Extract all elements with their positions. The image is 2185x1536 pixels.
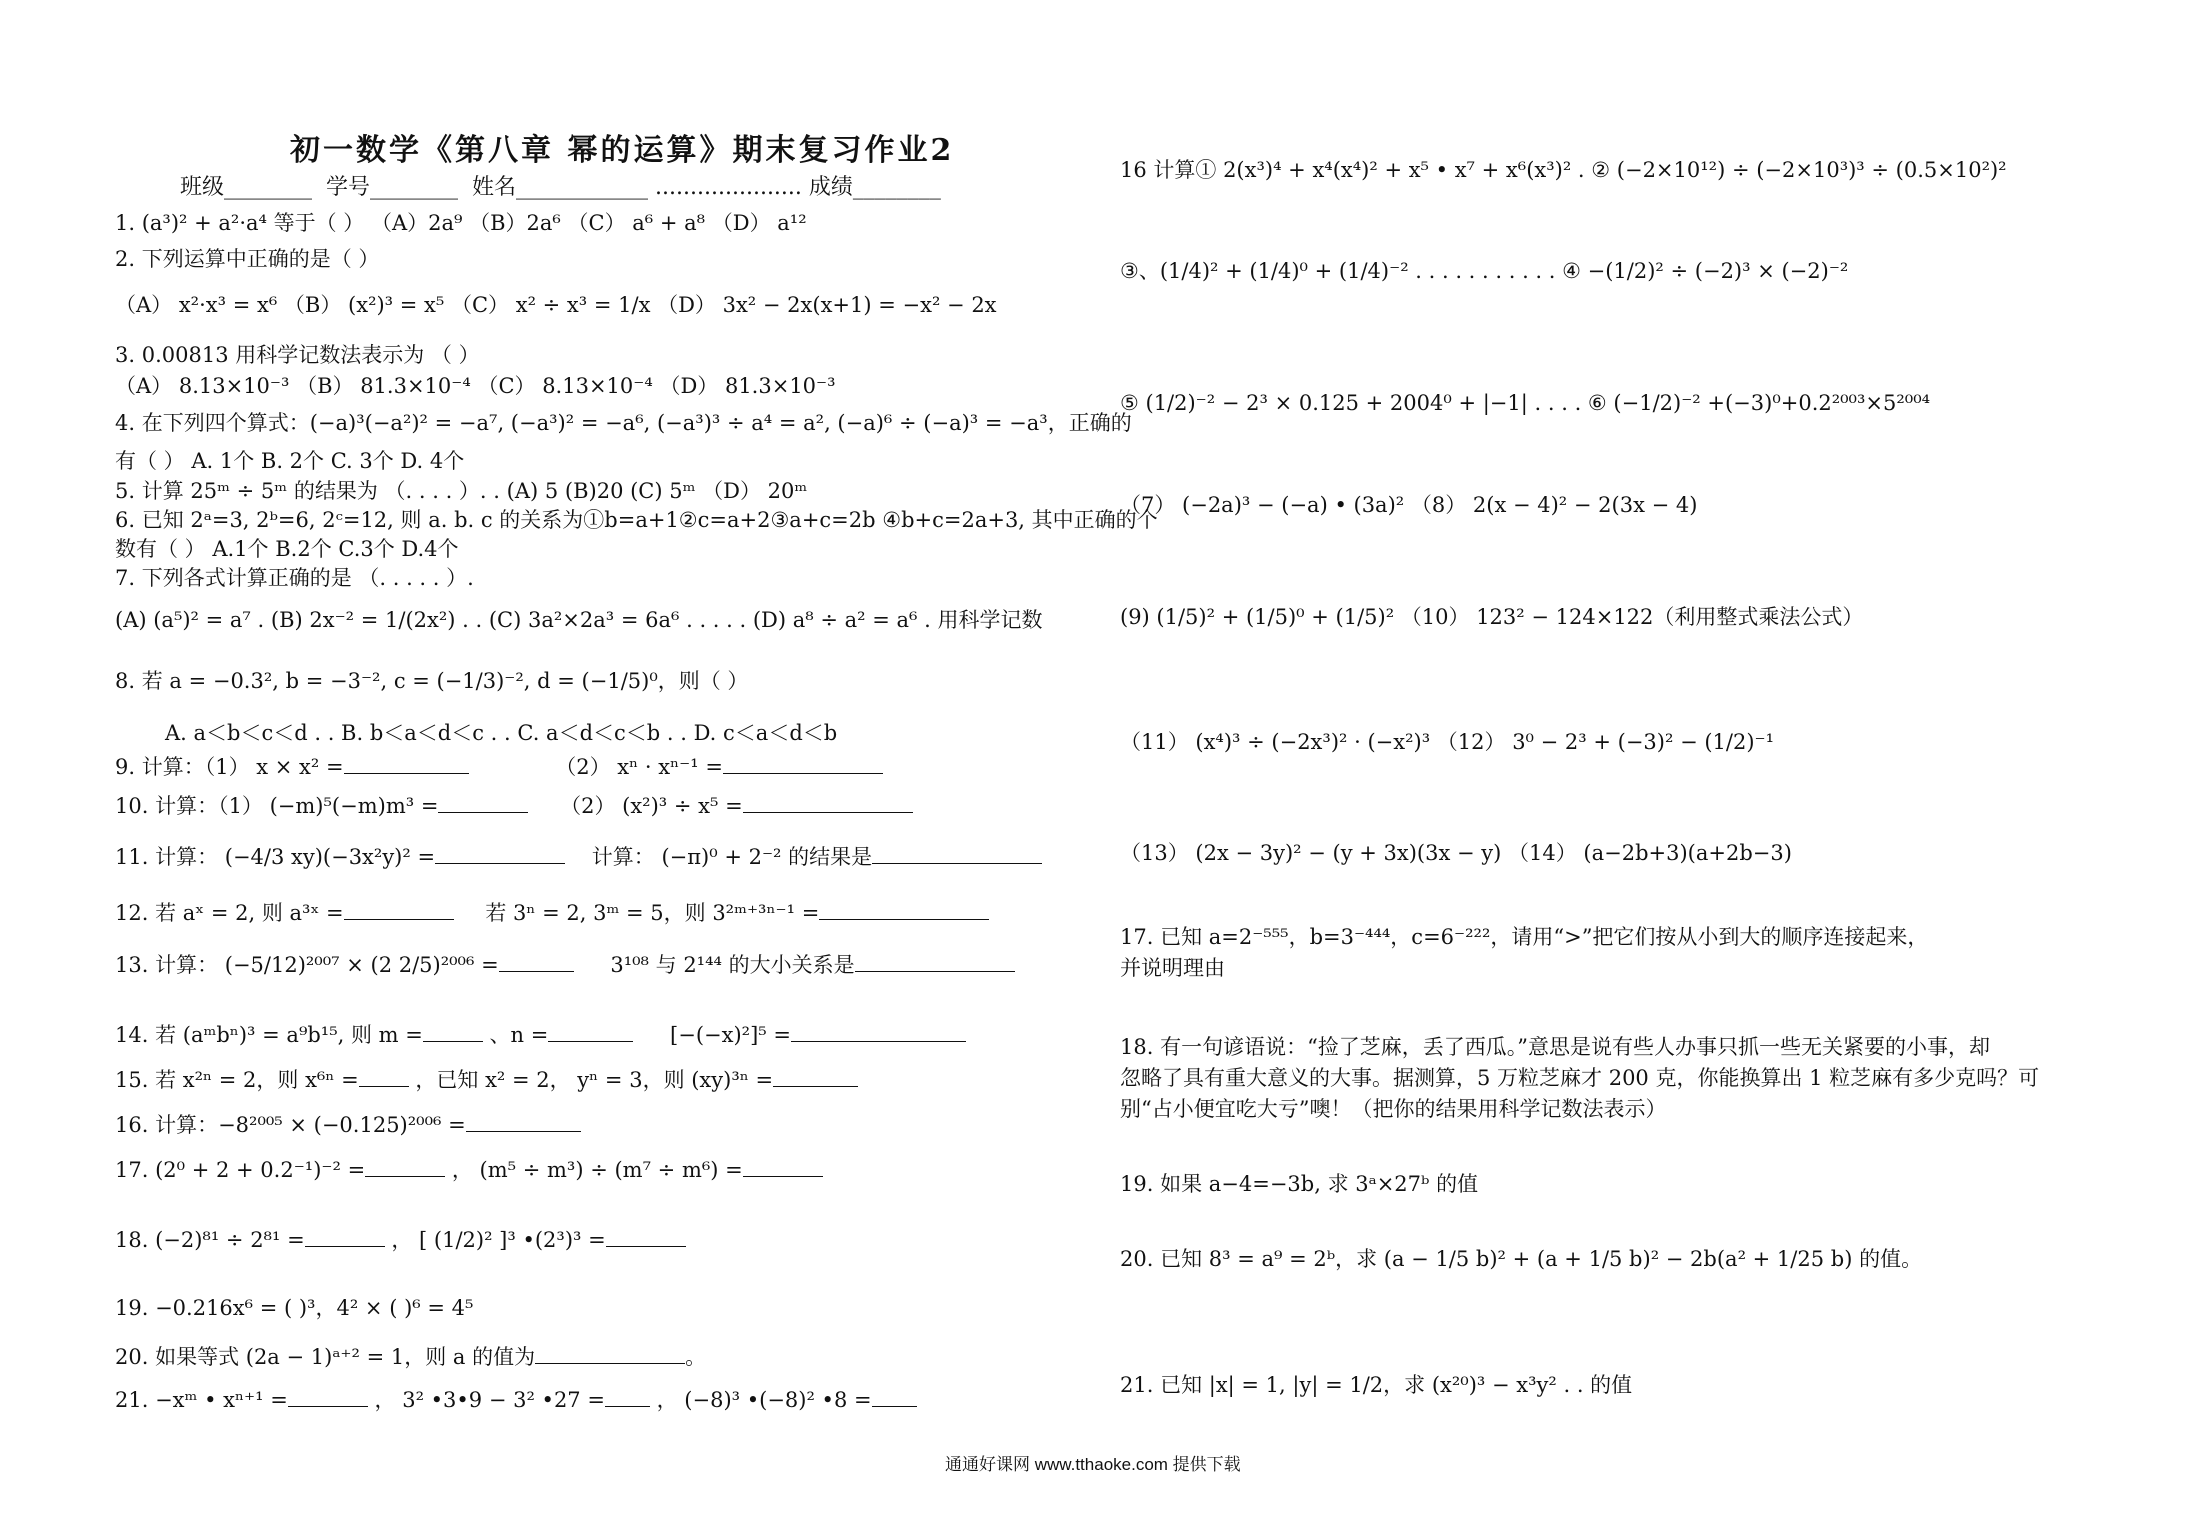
answer-blank[interactable]	[872, 1405, 917, 1407]
question-line: 别“占小便宜吃大亏”噢！（把你的结果用科学记数法表示）	[1120, 1097, 1667, 1121]
question-line: 10. 计算：（1） (−m)⁵(−m)m³ = （2） (x²)³ ÷ x⁵ =	[115, 791, 913, 821]
answer-blank[interactable]	[535, 1362, 685, 1364]
number-field[interactable]: 学号________	[326, 175, 459, 200]
answer-blank[interactable]	[438, 811, 528, 813]
question-line: 2. 下列运算中正确的是（ ）	[115, 247, 380, 271]
question-line: （13） (2x − 3y)² − (y + 3x)(3x − y) （14） (a−2b+3)(a+2b−3)	[1120, 841, 1792, 865]
answer-blank[interactable]	[606, 1245, 686, 1247]
question-line: 16. 计算：−8²⁰⁰⁵ × (−0.125)²⁰⁰⁶ =	[115, 1110, 581, 1140]
question-line: 12. 若 aˣ = 2, 则 a³ˣ = 若 3ⁿ = 2, 3ᵐ = 5，则 3²ᵐ⁺³ⁿ⁻¹ =	[115, 898, 989, 928]
question-line: 13. 计算： (−5/12)²⁰⁰⁷ × (2 2/5)²⁰⁰⁶ = 3¹⁰⁸ 与 2¹⁴⁴ 的大小关系是	[115, 950, 1015, 980]
answer-blank[interactable]	[344, 918, 454, 920]
answer-blank[interactable]	[872, 862, 1042, 864]
question-line: (9) (1/5)² + (1/5)⁰ + (1/5)² （10） 123² − 124×122（利用整式乘法公式）	[1120, 605, 1864, 629]
question-line: 18. (−2)⁸¹ ÷ 2⁸¹ = ， [ (1/2)² ]³ •(2³)³ =	[115, 1225, 686, 1255]
question-line: 21. 已知 |x| = 1, |y| = 1/2，求 (x²⁰)³ − x³y² . . 的值	[1120, 1373, 1633, 1397]
class-field[interactable]: 班级________	[180, 175, 313, 200]
question-line: （11） (x⁴)³ ÷ (−2x³)² · (−x²)³ （12） 3⁰ − 2³ + (−3)² − (1/2)⁻¹	[1120, 730, 1775, 754]
answer-blank[interactable]	[743, 1175, 823, 1177]
question-line: 15. 若 x²ⁿ = 2，则 x⁶ⁿ = ，已知 x² = 2， yⁿ = 3，则 (xy)³ⁿ =	[115, 1065, 858, 1095]
answer-blank[interactable]	[548, 1040, 633, 1042]
question-line: 14. 若 (aᵐbⁿ)³ = a⁹b¹⁵, 则 m = 、n = [−(−x)²]⁵ =	[115, 1020, 966, 1050]
answer-blank[interactable]	[819, 918, 989, 920]
footer-credit: 通通好课网 www.tthaoke.com 提供下载	[945, 1455, 1241, 1474]
question-line: 20. 如果等式 (2a − 1)ᵃ⁺² = 1，则 a 的值为 。	[115, 1345, 707, 1369]
answer-blank[interactable]	[359, 1085, 409, 1087]
answer-blank[interactable]	[305, 1245, 385, 1247]
page-title: 初一数学《第八章 幂的运算》期末复习作业2	[290, 133, 955, 168]
question-line: 18. 有一句谚语说：“捡了芝麻，丢了西瓜。”意思是说有些人办事只抓一些无关紧要的小事，却	[1120, 1035, 1991, 1059]
question-line: 16 计算① 2(x³)⁴ + x⁴(x⁴)² + x⁵ • x⁷ + x⁶(x³)² . ② (−2×10¹²) ÷ (−2×10³)³ ÷ (0.5×10²)²	[1120, 158, 2007, 182]
question-line: 1. (a³)² + a²·a⁴ 等于（ ） （A）2a⁹ （B）2a⁶ （C） a⁶ + a⁸ （D） a¹²	[115, 211, 807, 235]
question-line: 忽略了具有重大意义的大事。据测算，5 万粒芝麻才 200 克，你能换算出 1 粒芝麻有多少克吗？可	[1120, 1066, 2040, 1090]
answer-blank[interactable]	[855, 970, 1015, 972]
question-line: （7） (−2a)³ − (−a) • (3a)² （8） 2(x − 4)² − 2(3x − 4)	[1120, 493, 1698, 517]
student-info-header	[180, 170, 941, 201]
question-line: 7. 下列各式计算正确的是 （. . . . . ）.	[115, 566, 474, 590]
score-field[interactable]: 成绩________	[808, 175, 941, 200]
answer-blank[interactable]	[344, 772, 469, 774]
question-line: 20. 已知 8³ = a⁹ = 2ᵇ，求 (a − 1/5 b)² + (a + 1/5 b)² − 2b(a² + 1/25 b) 的值。	[1120, 1247, 1923, 1271]
answer-blank[interactable]	[773, 1085, 858, 1087]
question-line: ③、(1/4)² + (1/4)⁰ + (1/4)⁻² . . . . . . . . . . . ④ −(1/2)² ÷ (−2)³ × (−2)⁻²	[1120, 259, 1849, 283]
question-line: A. a＜b＜c＜d . . B. b＜a＜d＜c . . C. a＜d＜c＜b . . D. c＜a＜d＜b	[165, 721, 838, 745]
question-line: 19. −0.216x⁶ = ( )³，4² × ( )⁶ = 4⁵	[115, 1296, 474, 1320]
question-line: 8. 若 a = −0.3², b = −3⁻², c = (−1/3)⁻², d = (−1/5)⁰，则（ ）	[115, 669, 749, 693]
question-line: 3. 0.00813 用科学记数法表示为 （ ）	[115, 343, 480, 367]
question-line: 9. 计算：（1） x × x² = （2） xⁿ · xⁿ⁻¹ =	[115, 752, 883, 782]
question-line: 并说明理由	[1120, 956, 1225, 980]
answer-blank[interactable]	[723, 772, 883, 774]
question-line: 11. 计算： (−4/3 xy)(−3x²y)² = 计算： (−π)⁰ + 2⁻² 的结果是	[115, 842, 1042, 872]
answer-blank[interactable]	[743, 811, 913, 813]
answer-blank[interactable]	[791, 1040, 966, 1042]
question-line: （A） 8.13×10⁻³ （B） 81.3×10⁻⁴ （C） 8.13×10⁻⁴ （D） 81.3×10⁻³	[115, 374, 836, 398]
question-line: 19. 如果 a−4=−3b, 求 3ᵃ×27ᵇ 的值	[1120, 1172, 1479, 1196]
question-line: 17. (2⁰ + 2 + 0.2⁻¹)⁻² = ， (m⁵ ÷ m³) ÷ (m⁷ ÷ m⁶) =	[115, 1155, 823, 1185]
question-line: 21. −xᵐ • xⁿ⁺¹ = ， 3² •3•9 − 3² •27 = ， (−8)³ •(−8)² •8 =	[115, 1385, 917, 1415]
question-line: 17. 已知 a=2⁻⁵⁵⁵，b=3⁻⁴⁴⁴，c=6⁻²²²，请用“>”把它们按从小到大的顺序连接起来，	[1120, 925, 1929, 949]
answer-blank[interactable]	[605, 1405, 650, 1407]
question-line: 6. 已知 2ᵃ=3, 2ᵇ=6, 2ᶜ=12, 则 a. b. c 的关系为①b=a+1②c=a+2③a+c=2b ④b+c=2a+3, 其中正确的个	[115, 508, 1158, 532]
question-line: （A） x²·x³ = x⁶ （B） (x²)³ = x⁵ （C） x² ÷ x³ = 1/x （D） 3x² − 2x(x+1) = −x² − 2x	[115, 293, 997, 317]
question-line: 数有（ ） A.1个 B.2个 C.3个 D.4个	[115, 537, 459, 561]
question-line: 有（ ） A. 1个 B. 2个 C. 3个 D. 4个	[115, 449, 465, 473]
answer-blank[interactable]	[435, 862, 565, 864]
dots: .....................	[655, 175, 802, 200]
question-line: ⑤ (1/2)⁻² − 2³ × 0.125 + 2004⁰ + |−1| . . . . ⑥ (−1/2)⁻² +(−3)⁰+0.2²⁰⁰³×5²⁰⁰⁴	[1120, 391, 1931, 415]
name-field[interactable]: 姓名____________	[472, 175, 649, 200]
answer-blank[interactable]	[288, 1405, 368, 1407]
answer-blank[interactable]	[499, 970, 574, 972]
answer-blank[interactable]	[365, 1175, 445, 1177]
question-line: (A) (a⁵)² = a⁷ . (B) 2x⁻² = 1/(2x²) . . (C) 3a²×2a³ = 6a⁶ . . . . . (D) a⁸ ÷ a² = a⁶ . 用科学记数	[115, 608, 1043, 632]
question-line: 4. 在下列四个算式：(−a)³(−a²)² = −a⁷, (−a³)² = −a⁶, (−a³)³ ÷ a⁴ = a², (−a)⁶ ÷ (−a)³ = −a³，正确的	[115, 411, 1132, 435]
answer-blank[interactable]	[466, 1130, 581, 1132]
question-line: 5. 计算 25ᵐ ÷ 5ᵐ 的结果为 （. . . . ）. . (A) 5 (B)20 (C) 5ᵐ （D） 20ᵐ	[115, 479, 808, 503]
answer-blank[interactable]	[423, 1040, 483, 1042]
